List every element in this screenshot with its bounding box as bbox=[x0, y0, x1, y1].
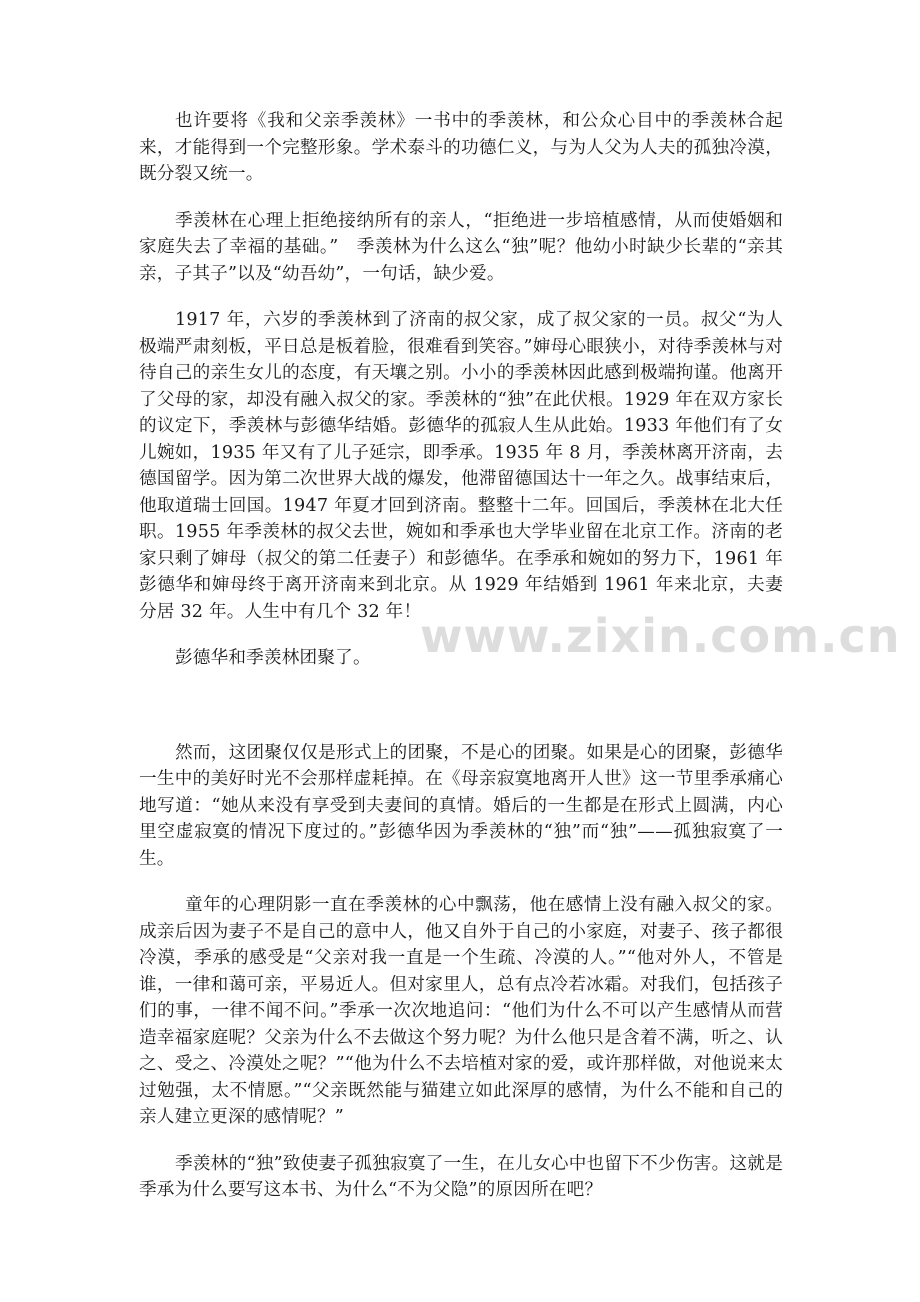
paragraph-1: 也许要将《我和父亲季羡林》一书中的季羡林，和公众心目中的季羡林合起来，才能得到一个完整形象。学术泰斗的功德仁义，与为人父为人夫的孤独冷漠，既分裂又统一。 bbox=[139, 111, 783, 184]
paragraph-3: 1917 年，六岁的季羡林到了济南的叔父家，成了叔父家的一员。叔父“为人极端严肃刻板，平日总是板着脸，很难看到笑容。”婶母心眼狭小，对待季羡林与对待自己的亲生女儿的态度，有天壤之别。小小的季羡林因此感到极端拘谨。他离开了父母的家，却没有融入叔父的家。季羡林的“独”在此伏根。1929 年在双方家长的议定下，季羡林与彭德华结婚。彭德华的孤寂人生从此始。1933 年他们有了女儿婉如，1935 年又有了儿子延宗，即季承。1935 年 8 月，季羡林离开济南，去德国留学。因为第二次世界大战的爆发，他滞留德国达十一年之久。战事结束后，他取道瑞士回国。1947 年夏才回到济南。整整十二年。回国后，季羡林在北大任职。1955 年季羡林的叔父去世，婉如和季承也大学毕业留在北京工作。济南的老家只剩了婶母（叔父的第二任妻子）和彭德华。在季承和婉如的努力下，1961 年彭德华和婶母终于离开济南来到北京。从 1929 年结婚到 1961 年来北京，夫妻分居 32 年。人生中有几个 32 年！ bbox=[139, 310, 783, 622]
paragraph-2: 季羡林在心理上拒绝接纳所有的亲人，“拒绝进一步培植感情，从而使婚姻和家庭失去了幸福的基础。” 季羡林为什么这么“独”呢？他幼小时缺少长辈的“亲其亲，子其子”以及“幼吾幼”，一句话，缺少爱。 bbox=[139, 210, 783, 284]
paragraph-6: 童年的心理阴影一直在季羡林的心中飘荡，他在感情上没有融入叔父的家。成亲后因为妻子不是自己的意中人，他又自外于自己的小家庭，对妻子、孩子都很冷漠，季承的感受是“父亲对我一直是一个生疏、冷漠的人。”“他对外人，不管是谁，一律和蔼可亲，平易近人。但对家里人，总有点冷若冰霜。对我们，包括孩子们的事，一律不闻不问。”季承一次次地追问：“他们为什么不可以产生感情从而营造幸福家庭呢？父亲为什么不去做这个努力呢？为什么他只是含着不满，听之、认之、受之、冷漠处之呢？”“他为什么不去培植对家的爱，或许那样做，对他说来太过勉强，太不情愿。”“父亲既然能与猫建立如此深厚的感情，为什么不能和自己的亲人建立更深的感情呢？” bbox=[139, 895, 783, 1127]
paragraph-5: 然而，这团聚仅仅是形式上的团聚，不是心的团聚。如果是心的团聚，彭德华一生中的美好时光不会那样虚耗掉。在《母亲寂寞地离开人世》这一节里季承痛心地写道：“她从来没有享受到夫妻间的真情。婚后的一生都是在形式上圆满，内心里空虚寂寞的情况下度过的。”彭德华因为季羡林的“独”而“独”——孤独寂寞了一生。 bbox=[139, 742, 783, 869]
document-body bbox=[139, 108, 783, 1224]
paragraph-7: 季羡林的“独”致使妻子孤独寂寞了一生，在儿女心中也留下不少伤害。这就是季承为什么要写这本书、为什么“不为父隐”的原因所在吧？ bbox=[139, 1153, 783, 1200]
watermark: www.zixin.com.cn bbox=[420, 609, 901, 663]
paragraph-4: 彭德华和季羡林团聚了。 bbox=[175, 648, 371, 668]
